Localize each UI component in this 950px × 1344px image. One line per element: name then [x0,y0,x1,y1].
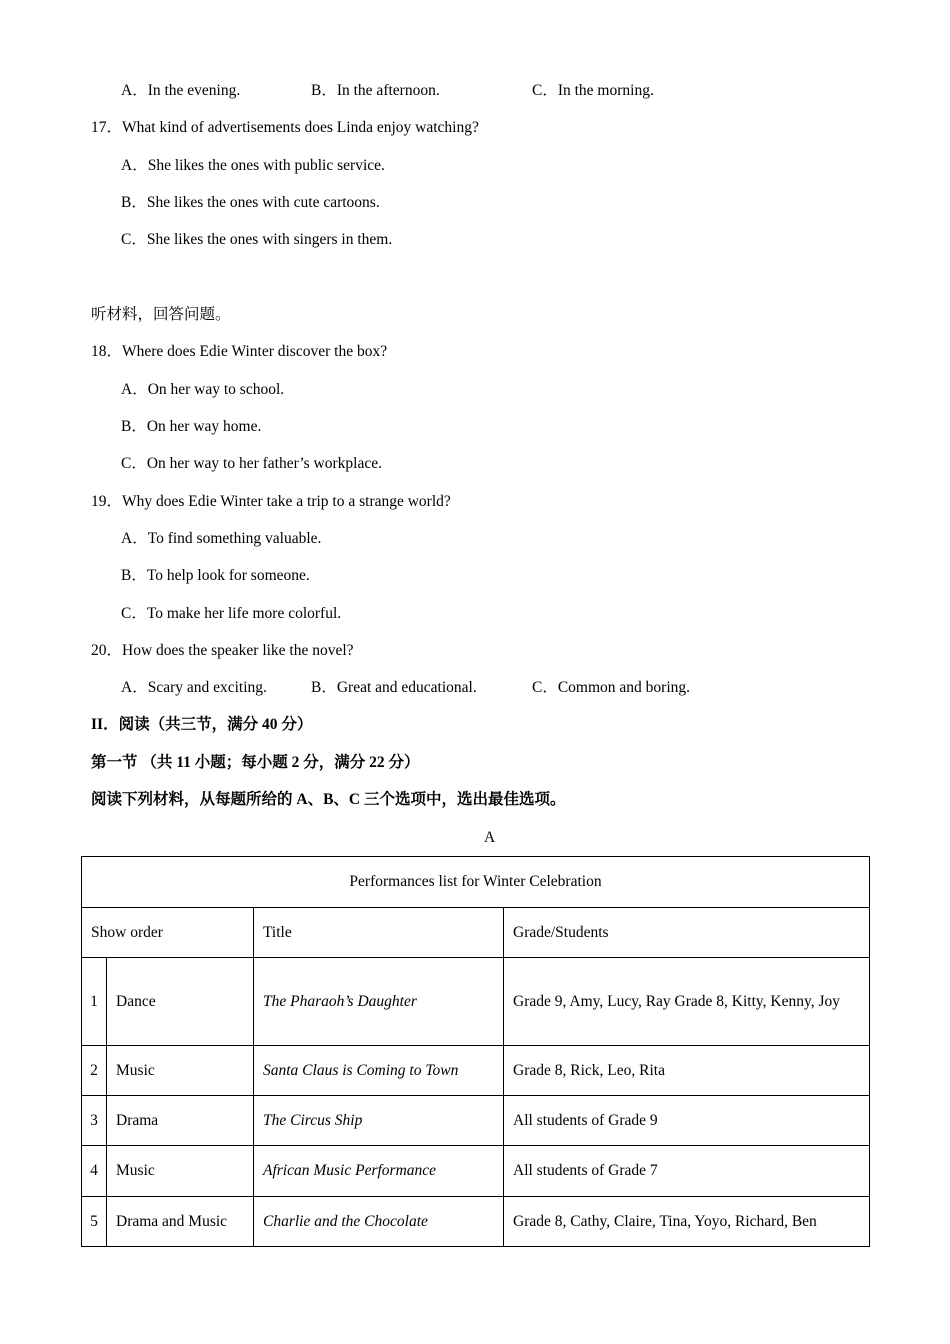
row-show-type: Drama and Music [107,1197,254,1247]
row-show-type: Dance [107,958,254,1046]
q19-stem: 19．Why does Edie Winter take a trip to a strange world? [91,493,451,510]
row-number: 4 [82,1146,107,1197]
q20-option-a: A．Scary and exciting. [121,679,267,696]
row-students: Grade 8, Rick, Leo, Rita [504,1046,870,1096]
q20-stem: 20．How does the speaker like the novel? [91,642,354,659]
row-title: Santa Claus is Coming to Town [254,1046,504,1096]
table-row [82,1197,870,1247]
reading-instruction: 阅读下列材料，从每题所给的 A、B、C 三个选项中，选出最佳选项。 [91,791,566,808]
passage-label: A [484,829,496,846]
row-show-type: Music [107,1146,254,1197]
listen-instruction: 听材料，回答问题。 [91,306,231,323]
table-row [82,958,870,1046]
row-number: 5 [82,1197,107,1247]
table-row [82,1146,870,1197]
q16-option-a: A．In the evening. [121,82,241,99]
table-row [82,1046,870,1096]
q18-stem: 18．Where does Edie Winter discover the box? [91,343,388,360]
row-title: African Music Performance [254,1146,504,1197]
q18-option-a: A．On her way to school. [121,381,285,398]
header-show-order: Show order [82,908,254,958]
row-show-type: Drama [107,1096,254,1146]
row-title: The Circus Ship [254,1096,504,1146]
row-students: All students of Grade 9 [504,1096,870,1146]
q18-option-c: C．On her way to her father’s workplace. [121,455,382,472]
q19-option-c: C．To make her life more colorful. [121,605,342,622]
q16-option-b: B．In the afternoon. [311,82,440,99]
row-number: 3 [82,1096,107,1146]
row-title: The Pharaoh’s Daughter [254,958,504,1046]
header-title: Title [254,908,504,958]
row-number: 1 [82,958,107,1046]
q17-stem: 17．What kind of advertisements does Linda enjoy watching? [91,119,479,136]
performances-table [81,856,870,1247]
row-students: Grade 9, Amy, Lucy, Ray Grade 8, Kitty, Kenny, Joy [504,958,870,1046]
q19-option-a: A．To find something valuable. [121,530,322,547]
section-reading-heading: II．阅读（共三节，满分 40 分） [91,716,313,733]
q20-option-c: C．Common and boring. [532,679,691,696]
row-show-type: Music [107,1046,254,1096]
q20-option-b: B．Great and educational. [311,679,477,696]
subsection-1-heading: 第一节 （共 11 小题；每小题 2 分，满分 22 分） [91,754,420,771]
header-grade-students: Grade/Students [504,908,870,958]
table-title: Performances list for Winter Celebration [82,857,870,908]
q17-option-c: C．She likes the ones with singers in them. [121,231,393,248]
row-students: Grade 8, Cathy, Claire, Tina, Yoyo, Richard, Ben [504,1197,870,1247]
table-title-row [82,857,870,908]
row-number: 2 [82,1046,107,1096]
table-row [82,1096,870,1146]
table-header-row [82,908,870,958]
row-students: All students of Grade 7 [504,1146,870,1197]
q17-option-a: A．She likes the ones with public service. [121,157,385,174]
q16-option-c: C．In the morning. [532,82,654,99]
q17-option-b: B．She likes the ones with cute cartoons. [121,194,380,211]
row-title: Charlie and the Chocolate [254,1197,504,1247]
q18-option-b: B．On her way home. [121,418,262,435]
q19-option-b: B．To help look for someone. [121,567,310,584]
